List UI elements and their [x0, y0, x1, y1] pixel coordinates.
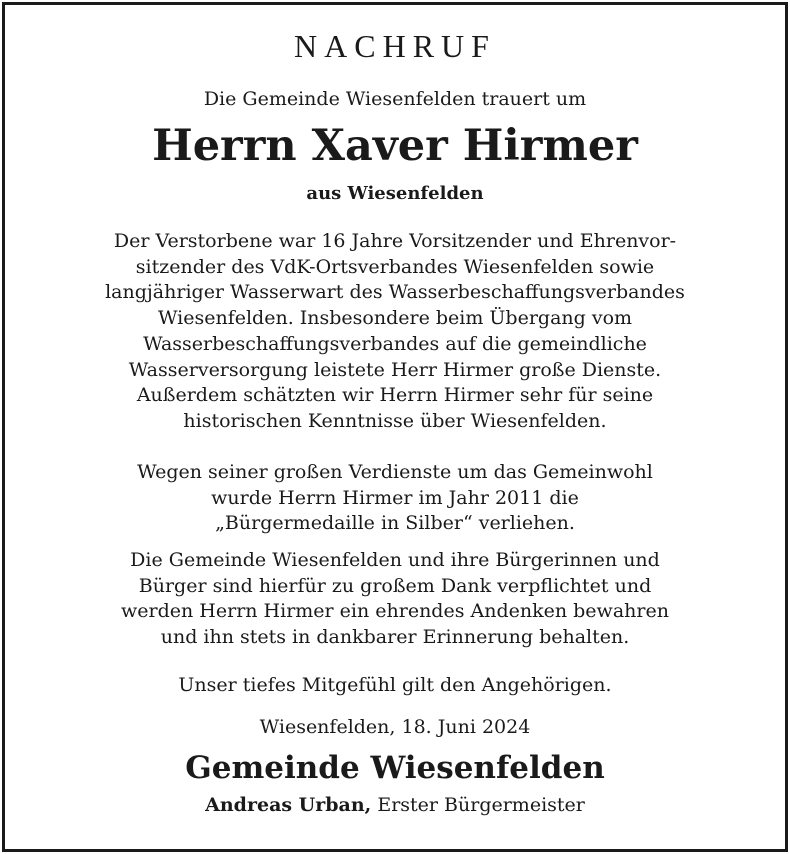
text-line: Der Verstorbene war 16 Jahre Vorsitzender und Ehrenvor- — [113, 230, 677, 252]
tribute-paragraph-2 — [40, 460, 750, 537]
condolence-line — [40, 673, 750, 699]
text-line: sitzender des VdK-Ortsverbandes Wiesenfelden sowie — [135, 255, 655, 278]
text-line: Unser tiefes Mitgefühl gilt den Angehörigen. — [178, 674, 612, 696]
organization-name: Gemeinde Wiesenfelden — [185, 750, 605, 786]
text-line: Wasserbeschaffungsverbandes auf die gemeindliche — [143, 332, 647, 355]
text-line: Außerdem schätzten wir Herrn Hirmer sehr für seine — [136, 384, 654, 407]
deceased-origin: aus Wiesenfelden — [306, 183, 484, 204]
text-line: wurde Herrn Hirmer im Jahr 2011 die — [211, 486, 579, 509]
text-line: werden Herrn Hirmer ein ehrendes Andenken bewahren — [121, 600, 669, 623]
text-line: Die Gemeinde Wiesenfelden und ihre Bürgerinnen und — [130, 549, 660, 571]
text-line: langjähriger Wasserwart des Wasserbeschaffungsverbandes — [105, 281, 685, 304]
signature-line — [0, 792, 790, 818]
place-date: Wiesenfelden, 18. Juni 2024 — [259, 716, 531, 738]
text-line: Wasserversorgung leistete Herr Hirmer große Dienste. — [128, 358, 662, 381]
tribute-paragraph-1 — [40, 229, 750, 435]
text-line: Bürger sind hierfür zu großem Dank verpflichtet und — [138, 574, 652, 597]
signer-name: Andreas Urban, — [205, 794, 372, 816]
text-line: und ihn stets in dankbarer Erinnerung behalten. — [160, 626, 630, 649]
intro-line: Die Gemeinde Wiesenfelden trauert um — [203, 88, 587, 110]
text-line: „Bürgermedaille in Silber“ verliehen. — [215, 512, 575, 535]
notice-heading: NACHRUF — [294, 28, 496, 64]
text-line: Wiesenfelden. Insbesondere beim Übergang vom — [157, 307, 633, 330]
tribute-paragraph-3 — [40, 548, 750, 651]
deceased-name: Herrn Xaver Hirmer — [152, 121, 638, 171]
text-line: historischen Kenntnisse über Wiesenfelden. — [183, 409, 607, 432]
text-line: Wegen seiner großen Verdienste um das Gemeinwohl — [137, 461, 653, 483]
signer-title: Erster Bürgermeister — [371, 794, 585, 816]
